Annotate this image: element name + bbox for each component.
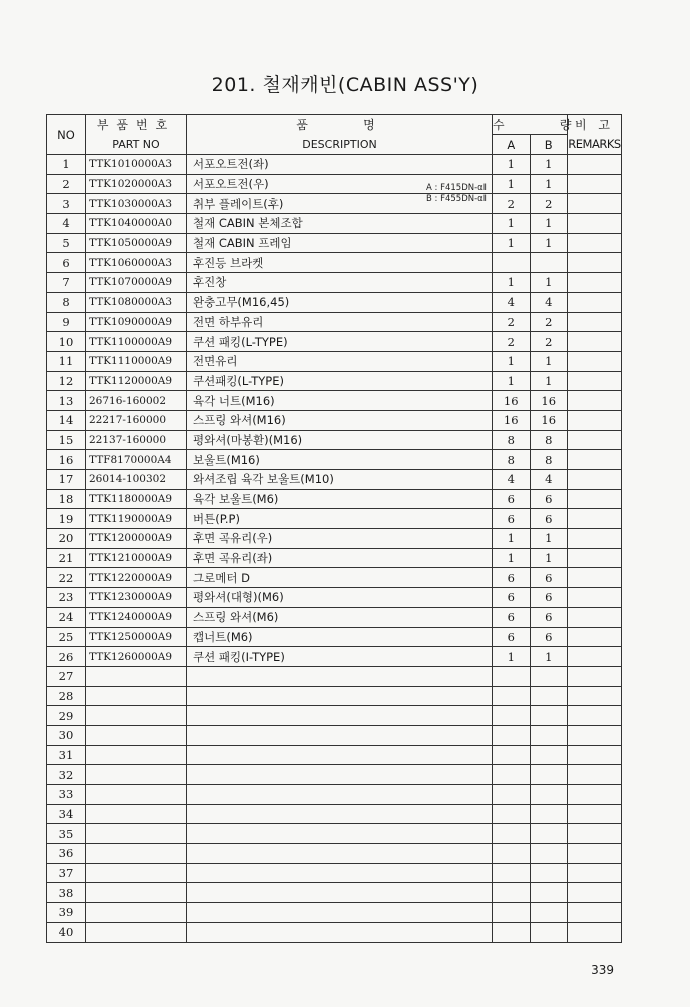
row-description (187, 686, 493, 706)
row-part-no: TTK1180000A9 (86, 489, 187, 509)
row-qty-a: 1 (493, 647, 531, 667)
row-qty-a (493, 922, 531, 942)
row-part-no: TTK1210000A9 (86, 548, 187, 568)
row-description (187, 725, 493, 745)
row-qty-a: 1 (493, 351, 531, 371)
row-part-no (86, 824, 187, 844)
row-part-no: 26014-100302 (86, 470, 187, 490)
table-row (47, 529, 622, 549)
row-no: 18 (47, 489, 86, 509)
row-qty-b: 1 (530, 371, 568, 391)
row-remarks (568, 588, 622, 608)
row-no: 7 (47, 273, 86, 293)
row-qty-a (493, 844, 531, 864)
row-qty-a: 6 (493, 588, 531, 608)
header-qty-a: A (493, 135, 531, 155)
row-part-no: TTK1020000A3 (86, 174, 187, 194)
row-qty-b (530, 844, 568, 864)
row-description: 서포오트전(우) (187, 174, 493, 194)
table-row (47, 627, 622, 647)
row-qty-b: 1 (530, 548, 568, 568)
row-qty-b: 16 (530, 391, 568, 411)
row-description: 캡너트(M6) (187, 627, 493, 647)
row-remarks (568, 785, 622, 805)
row-remarks (568, 194, 622, 214)
row-qty-a: 16 (493, 391, 531, 411)
header-row-korean (47, 115, 622, 135)
row-no: 23 (47, 588, 86, 608)
row-part-no (86, 922, 187, 942)
row-description (187, 922, 493, 942)
row-remarks (568, 568, 622, 588)
table-row (47, 824, 622, 844)
row-qty-a: 1 (493, 548, 531, 568)
row-qty-b: 1 (530, 214, 568, 234)
row-no: 19 (47, 509, 86, 529)
table-row (47, 292, 622, 312)
row-no: 16 (47, 450, 86, 470)
row-no: 21 (47, 548, 86, 568)
row-remarks (568, 765, 622, 785)
row-part-no: TTK1220000A9 (86, 568, 187, 588)
row-no: 39 (47, 903, 86, 923)
row-part-no: TTK1240000A9 (86, 607, 187, 627)
row-qty-b: 16 (530, 410, 568, 430)
row-qty-a: 1 (493, 371, 531, 391)
row-part-no: TTK1100000A9 (86, 332, 187, 352)
row-qty-a: 6 (493, 568, 531, 588)
row-description: 서포오트전(좌) (187, 155, 493, 175)
row-qty-b: 8 (530, 430, 568, 450)
row-qty-b (530, 253, 568, 273)
row-qty-b: 2 (530, 312, 568, 332)
row-part-no: TTK1060000A3 (86, 253, 187, 273)
row-description: 그로메터 D (187, 568, 493, 588)
row-no: 17 (47, 470, 86, 490)
row-no: 38 (47, 883, 86, 903)
row-part-no (86, 903, 187, 923)
row-qty-a (493, 883, 531, 903)
row-description: 쿠션 패킹(L-TYPE) (187, 332, 493, 352)
row-no: 33 (47, 785, 86, 805)
table-row (47, 509, 622, 529)
table-row (47, 174, 622, 194)
row-no: 32 (47, 765, 86, 785)
row-remarks (568, 804, 622, 824)
row-no: 40 (47, 922, 86, 942)
table-row (47, 647, 622, 667)
header-qty-kor: 수 량 (493, 115, 568, 135)
table-row (47, 548, 622, 568)
table-row (47, 351, 622, 371)
row-part-no (86, 863, 187, 883)
table-row (47, 371, 622, 391)
row-qty-a: 2 (493, 194, 531, 214)
row-description: 전면유리 (187, 351, 493, 371)
row-remarks (568, 529, 622, 549)
row-qty-a (493, 686, 531, 706)
row-qty-b: 1 (530, 233, 568, 253)
row-qty-a (493, 253, 531, 273)
row-no: 22 (47, 568, 86, 588)
row-part-no: 26716-160002 (86, 391, 187, 411)
row-remarks (568, 312, 622, 332)
row-no: 3 (47, 194, 86, 214)
table-row (47, 844, 622, 864)
table-row (47, 450, 622, 470)
row-remarks (568, 410, 622, 430)
table-row (47, 725, 622, 745)
row-qty-a (493, 725, 531, 745)
row-remarks (568, 863, 622, 883)
row-remarks (568, 470, 622, 490)
model-note-a: A : F415DN-αⅡ (426, 183, 487, 193)
row-remarks (568, 666, 622, 686)
table-row (47, 470, 622, 490)
row-qty-a (493, 785, 531, 805)
row-part-no (86, 785, 187, 805)
row-description (187, 903, 493, 923)
row-no: 28 (47, 686, 86, 706)
row-description: 취부 플레이트(후) (187, 194, 493, 214)
table-row (47, 568, 622, 588)
row-remarks (568, 332, 622, 352)
row-qty-b (530, 804, 568, 824)
row-remarks (568, 509, 622, 529)
row-no: 20 (47, 529, 86, 549)
row-qty-a (493, 765, 531, 785)
row-no: 31 (47, 745, 86, 765)
row-part-no: TTK1070000A9 (86, 273, 187, 293)
header-no: NO (47, 115, 86, 155)
row-description: 와셔조립 육각 보울트(M10) (187, 470, 493, 490)
table-row (47, 155, 622, 175)
row-qty-a: 2 (493, 332, 531, 352)
row-no: 13 (47, 391, 86, 411)
row-part-no (86, 804, 187, 824)
row-part-no (86, 686, 187, 706)
row-qty-b: 6 (530, 509, 568, 529)
row-no: 14 (47, 410, 86, 430)
row-remarks (568, 607, 622, 627)
row-no: 36 (47, 844, 86, 864)
table-row (47, 706, 622, 726)
row-part-no: TTK1230000A9 (86, 588, 187, 608)
table-row (47, 273, 622, 293)
row-qty-a: 1 (493, 529, 531, 549)
row-qty-a: 1 (493, 233, 531, 253)
row-part-no (86, 706, 187, 726)
header-part-kor: 부품번호 (86, 115, 187, 135)
row-qty-a: 6 (493, 509, 531, 529)
header-remarks-eng: REMARKS (568, 135, 622, 155)
row-qty-a (493, 666, 531, 686)
row-remarks (568, 824, 622, 844)
row-remarks (568, 174, 622, 194)
row-no: 37 (47, 863, 86, 883)
row-remarks (568, 647, 622, 667)
row-description: 완충고무(M16,45) (187, 292, 493, 312)
row-qty-a (493, 804, 531, 824)
row-qty-b: 2 (530, 332, 568, 352)
row-qty-b: 6 (530, 489, 568, 509)
row-no: 26 (47, 647, 86, 667)
row-qty-b: 1 (530, 273, 568, 293)
model-note-b: B : F455DN-αⅡ (426, 194, 487, 204)
row-remarks (568, 903, 622, 923)
row-qty-a (493, 903, 531, 923)
row-description (187, 706, 493, 726)
row-description: 철재 CABIN 본체조합 (187, 214, 493, 234)
row-qty-b (530, 922, 568, 942)
row-qty-b (530, 666, 568, 686)
row-qty-a: 1 (493, 273, 531, 293)
row-remarks (568, 273, 622, 293)
row-no: 10 (47, 332, 86, 352)
row-remarks (568, 706, 622, 726)
row-qty-b (530, 824, 568, 844)
row-description: 후면 곡유리(좌) (187, 548, 493, 568)
row-qty-b (530, 745, 568, 765)
table-row (47, 588, 622, 608)
row-qty-a: 6 (493, 627, 531, 647)
row-remarks (568, 233, 622, 253)
row-part-no (86, 725, 187, 745)
row-description: 스프링 와셔(M6) (187, 607, 493, 627)
row-part-no: TTK1050000A9 (86, 233, 187, 253)
row-qty-a: 4 (493, 292, 531, 312)
header-desc-eng: DESCRIPTION (187, 135, 493, 155)
row-remarks (568, 725, 622, 745)
row-description: 육각 보울트(M6) (187, 489, 493, 509)
row-description (187, 863, 493, 883)
table-row (47, 863, 622, 883)
table-row (47, 765, 622, 785)
row-remarks (568, 391, 622, 411)
row-qty-b (530, 903, 568, 923)
table-row (47, 686, 622, 706)
row-qty-b: 8 (530, 450, 568, 470)
row-part-no: TTK1110000A9 (86, 351, 187, 371)
row-qty-a (493, 824, 531, 844)
table-row (47, 903, 622, 923)
row-no: 8 (47, 292, 86, 312)
row-description: 버튼(P.P) (187, 509, 493, 529)
row-qty-b: 2 (530, 194, 568, 214)
row-qty-b: 4 (530, 292, 568, 312)
row-description (187, 844, 493, 864)
row-qty-a: 1 (493, 214, 531, 234)
row-qty-a (493, 745, 531, 765)
header-row-english (47, 135, 622, 155)
row-qty-b: 6 (530, 627, 568, 647)
row-description: 철재 CABIN 프레임 (187, 233, 493, 253)
table-row (47, 607, 622, 627)
row-qty-b: 4 (530, 470, 568, 490)
page-number: 339 (591, 963, 614, 977)
row-qty-a: 8 (493, 430, 531, 450)
row-part-no (86, 844, 187, 864)
row-remarks (568, 214, 622, 234)
row-qty-b: 6 (530, 607, 568, 627)
table-row (47, 312, 622, 332)
header-desc-kor: 품 명 (187, 115, 493, 135)
row-no: 29 (47, 706, 86, 726)
row-no: 30 (47, 725, 86, 745)
row-no: 9 (47, 312, 86, 332)
header-qty-b: B (530, 135, 568, 155)
row-part-no (86, 765, 187, 785)
row-remarks (568, 371, 622, 391)
row-qty-b (530, 706, 568, 726)
row-part-no: TTK1010000A3 (86, 155, 187, 175)
row-part-no (86, 666, 187, 686)
row-description: 쿠션 패킹(I-TYPE) (187, 647, 493, 667)
header-remarks-kor: 비 고 (568, 115, 622, 135)
row-remarks (568, 844, 622, 864)
row-description (187, 765, 493, 785)
row-qty-a: 2 (493, 312, 531, 332)
row-remarks (568, 292, 622, 312)
row-no: 24 (47, 607, 86, 627)
row-no: 11 (47, 351, 86, 371)
row-remarks (568, 922, 622, 942)
table-row (47, 410, 622, 430)
row-description: 육각 너트(M16) (187, 391, 493, 411)
table-row (47, 785, 622, 805)
row-part-no: TTK1080000A3 (86, 292, 187, 312)
header-part-eng: PART NO (86, 135, 187, 155)
table-row (47, 804, 622, 824)
row-remarks (568, 627, 622, 647)
row-no: 12 (47, 371, 86, 391)
row-qty-b (530, 863, 568, 883)
row-qty-b: 1 (530, 529, 568, 549)
row-description (187, 745, 493, 765)
row-qty-b: 1 (530, 155, 568, 175)
row-part-no: TTK1090000A9 (86, 312, 187, 332)
row-qty-a: 6 (493, 607, 531, 627)
row-remarks (568, 430, 622, 450)
row-no: 35 (47, 824, 86, 844)
row-description: 평와셔(대형)(M6) (187, 588, 493, 608)
row-qty-a: 8 (493, 450, 531, 470)
table-row (47, 489, 622, 509)
row-qty-a: 4 (493, 470, 531, 490)
row-no: 2 (47, 174, 86, 194)
row-remarks (568, 450, 622, 470)
row-no: 25 (47, 627, 86, 647)
row-qty-a: 16 (493, 410, 531, 430)
row-qty-b (530, 883, 568, 903)
row-description: 스프링 와셔(M16) (187, 410, 493, 430)
row-no: 34 (47, 804, 86, 824)
table-row (47, 214, 622, 234)
table-row (47, 922, 622, 942)
table-row (47, 430, 622, 450)
row-no: 15 (47, 430, 86, 450)
row-part-no: TTK1040000A0 (86, 214, 187, 234)
row-qty-a (493, 706, 531, 726)
row-no: 1 (47, 155, 86, 175)
row-qty-b: 1 (530, 647, 568, 667)
table-row (47, 883, 622, 903)
row-description (187, 785, 493, 805)
row-qty-b (530, 765, 568, 785)
row-description: 후진창 (187, 273, 493, 293)
table-row (47, 745, 622, 765)
table-row (47, 391, 622, 411)
row-description: 평와셔(마봉환)(M16) (187, 430, 493, 450)
model-note (426, 183, 487, 205)
row-part-no: TTK1260000A9 (86, 647, 187, 667)
row-part-no: TTK1120000A9 (86, 371, 187, 391)
row-description: 쿠션패킹(L-TYPE) (187, 371, 493, 391)
row-part-no: TTK1200000A9 (86, 529, 187, 549)
row-remarks (568, 351, 622, 371)
row-qty-b (530, 686, 568, 706)
row-description (187, 883, 493, 903)
row-part-no: TTK1190000A9 (86, 509, 187, 529)
row-remarks (568, 745, 622, 765)
page-title: 201. 철재캐빈(CABIN ASS'Y) (211, 74, 479, 96)
row-no: 4 (47, 214, 86, 234)
row-description: 후면 곡유리(우) (187, 529, 493, 549)
row-no: 27 (47, 666, 86, 686)
row-qty-a: 1 (493, 174, 531, 194)
row-remarks (568, 155, 622, 175)
row-part-no: TTF8170000A4 (86, 450, 187, 470)
row-remarks (568, 883, 622, 903)
row-description: 전면 하부유리 (187, 312, 493, 332)
row-qty-b (530, 785, 568, 805)
row-part-no: 22217-160000 (86, 410, 187, 430)
row-part-no: TTK1250000A9 (86, 627, 187, 647)
row-qty-a: 6 (493, 489, 531, 509)
table-row (47, 233, 622, 253)
table-row (47, 332, 622, 352)
row-part-no: 22137-160000 (86, 430, 187, 450)
row-qty-a (493, 863, 531, 883)
row-description (187, 666, 493, 686)
row-remarks (568, 253, 622, 273)
row-description: 보울트(M16) (187, 450, 493, 470)
row-part-no (86, 745, 187, 765)
row-qty-b: 1 (530, 174, 568, 194)
row-remarks (568, 686, 622, 706)
table-row (47, 194, 622, 214)
row-no: 5 (47, 233, 86, 253)
row-qty-b: 6 (530, 568, 568, 588)
row-part-no: TTK1030000A3 (86, 194, 187, 214)
row-qty-b: 6 (530, 588, 568, 608)
row-no: 6 (47, 253, 86, 273)
parts-table-body (47, 155, 622, 943)
row-qty-a: 1 (493, 155, 531, 175)
row-qty-b (530, 725, 568, 745)
parts-table (46, 114, 622, 943)
row-description (187, 804, 493, 824)
row-remarks (568, 489, 622, 509)
table-row (47, 253, 622, 273)
row-description (187, 824, 493, 844)
row-description: 후진등 브라켓 (187, 253, 493, 273)
row-part-no (86, 883, 187, 903)
table-row (47, 666, 622, 686)
row-qty-b: 1 (530, 351, 568, 371)
row-remarks (568, 548, 622, 568)
